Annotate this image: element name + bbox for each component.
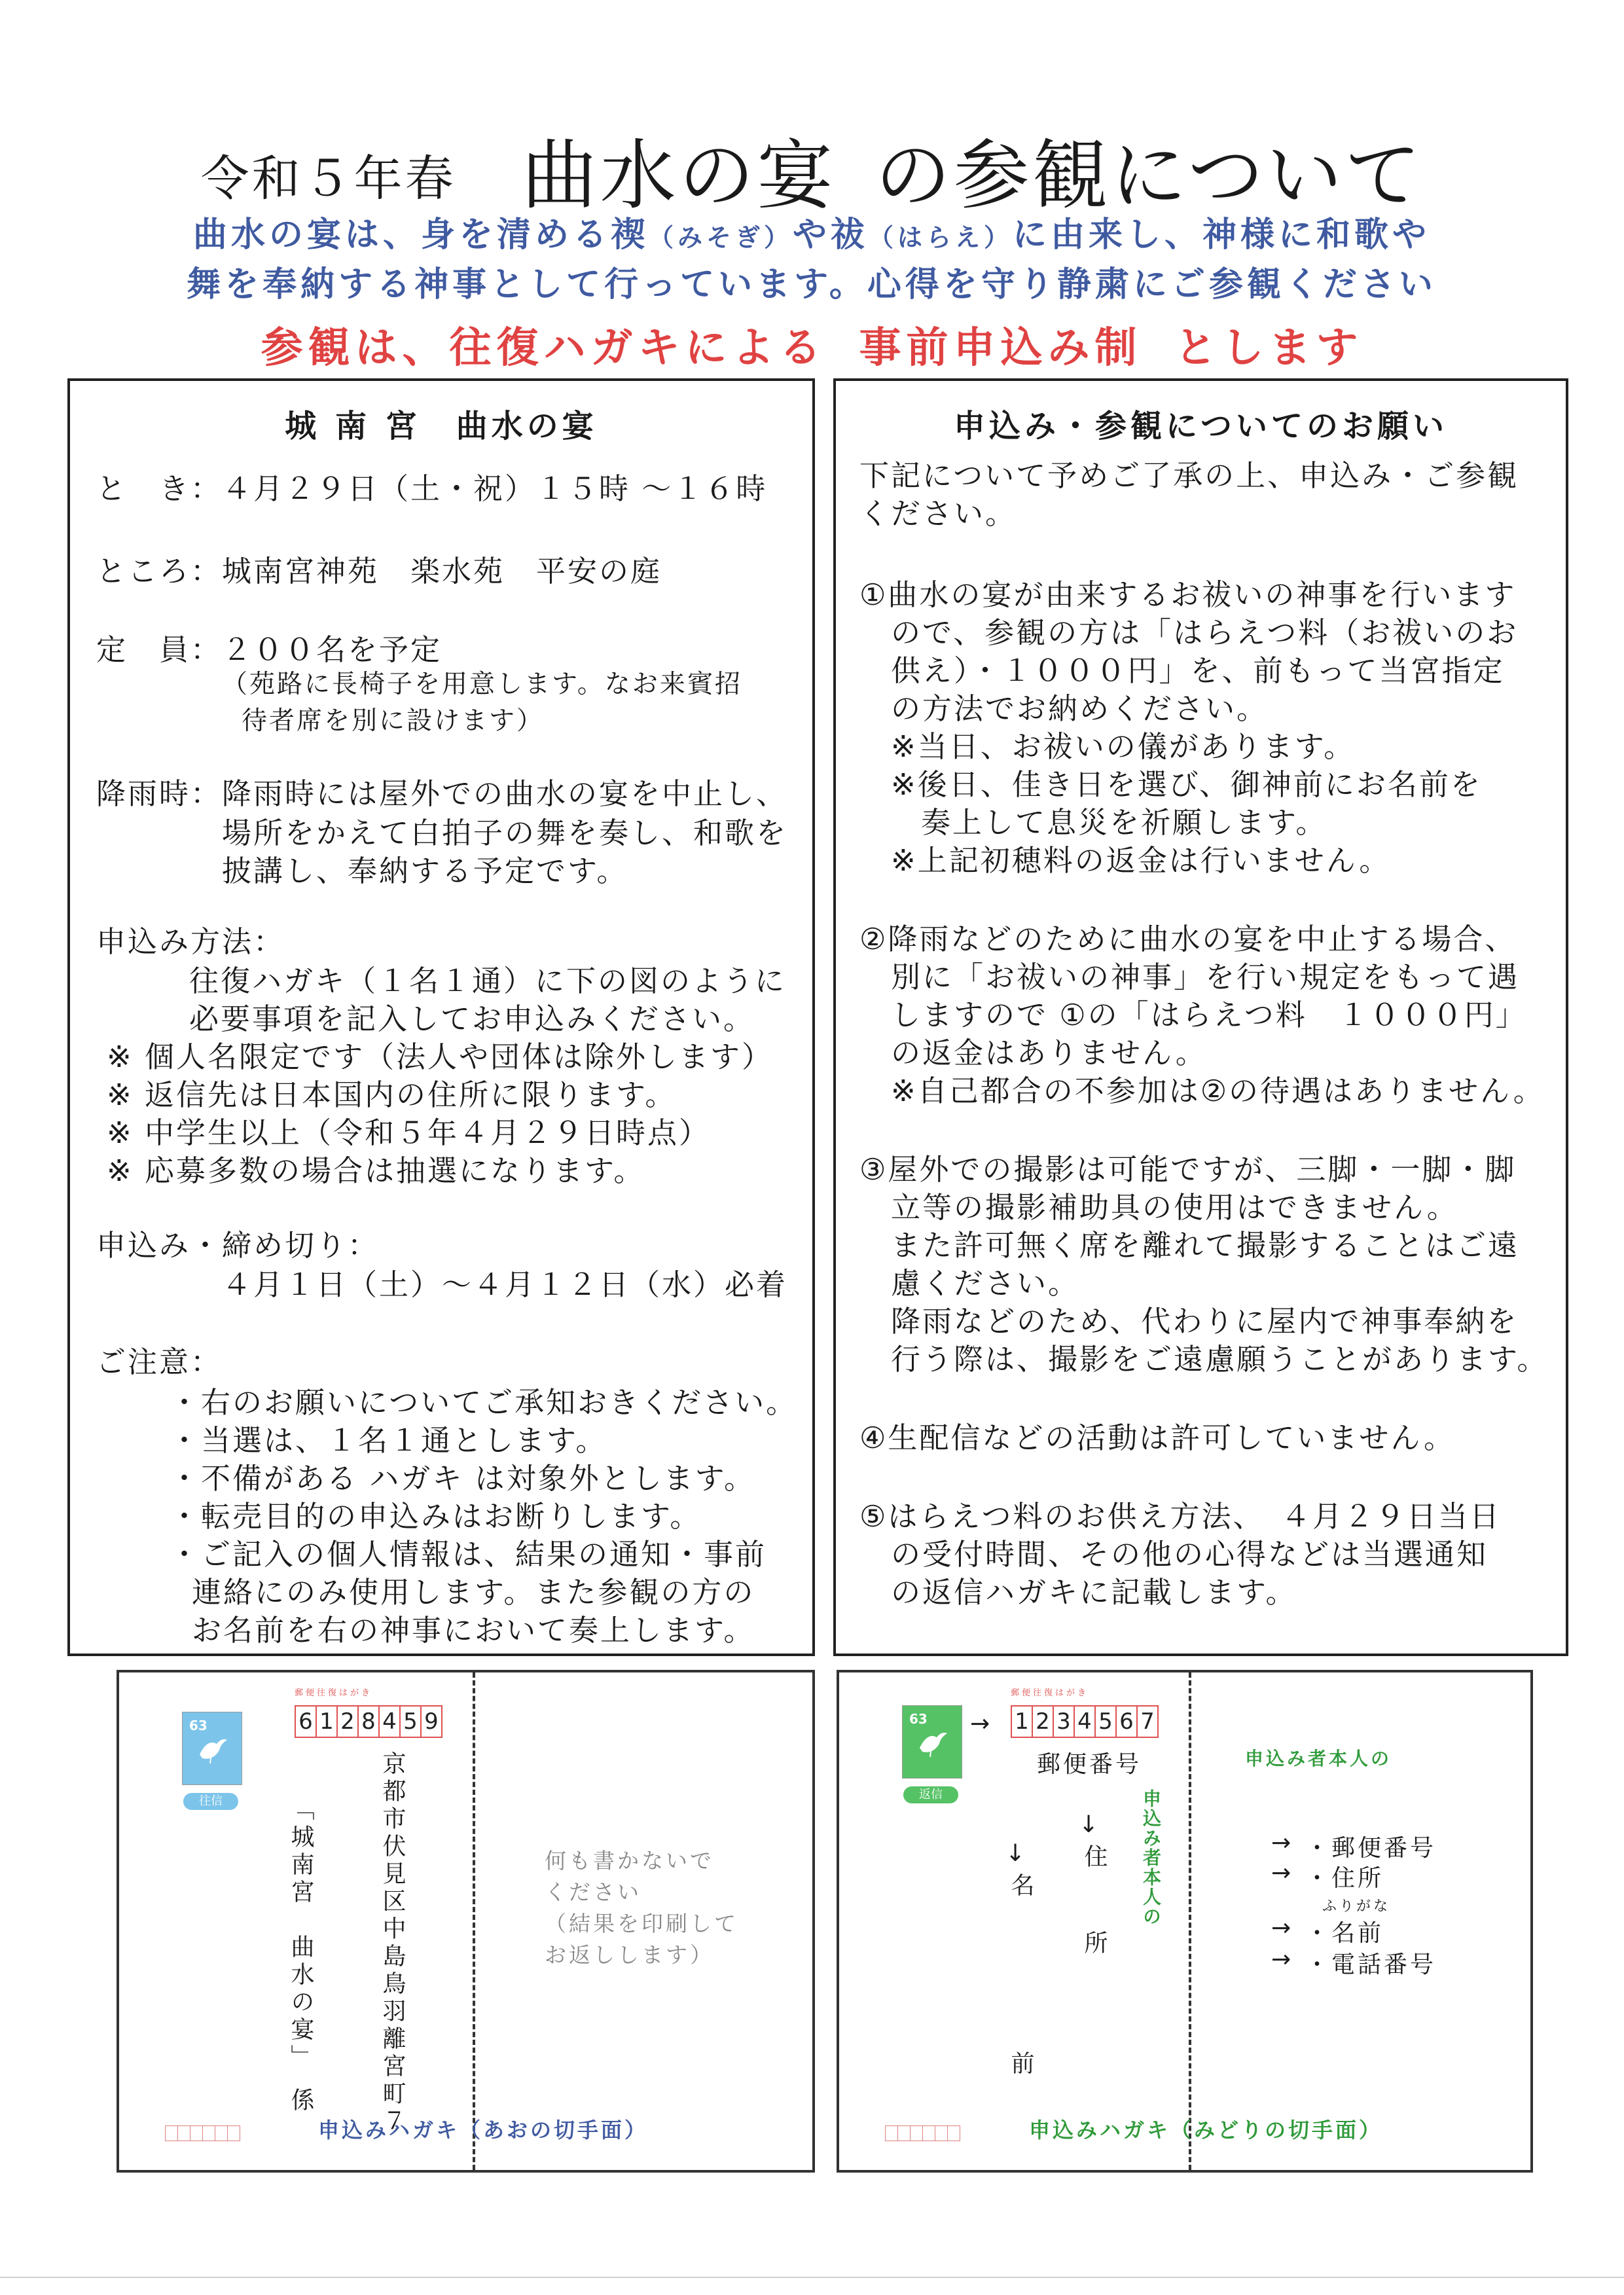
request-1: ①曲水の宴が由来するお祓いの神事を行います [859,577,1517,612]
method-note: ※ 中学生以上（令和５年４月２９日時点） [107,1115,711,1150]
stamp-blue [182,1712,242,1785]
method-text: 往復ハガキ（１名１通）に下の図のように [189,964,787,998]
card-fold-line [1189,1672,1191,2170]
caution-item: ・転売目的の申込みはお断りします。 [170,1499,702,1534]
zip-digit: 1 [1011,1705,1033,1738]
event-info-box [67,378,815,1656]
page-bottom-rule [0,2277,1624,2278]
request-3: ③屋外での撮影は可能ですが、三脚・一脚・脚 [859,1152,1517,1187]
request-2-note: ※自己都合の不参加は②の待遇はありません。 [891,1074,1545,1108]
applicant-heading: 申込み者本人の [1245,1748,1392,1769]
request-2: ②降雨などのために曲水の宴を中止する場合、 [859,922,1517,956]
request-2: の返金はありません。 [891,1036,1207,1070]
arrow-right-icon: → [1271,1830,1294,1856]
method-note: ※ 返信先は日本国内の住所に限ります。 [107,1077,677,1112]
zip-digit: 2 [336,1705,359,1738]
request-4: ④生配信などの活動は許可していません。 [859,1420,1456,1455]
title-main: 曲水の宴 [521,132,836,220]
crane-icon [917,1728,948,1758]
stamp-green [902,1705,962,1779]
intro-text: に由来し、神様に和歌や [1013,215,1431,255]
request-1-note: ※後日、佳き日を選び、御神前にお名前を [891,767,1482,802]
caution-item: ・右のお願いについてご承知おきください。 [170,1385,798,1420]
zip-digit: 2 [1032,1705,1054,1738]
requests-lead: ください。 [859,496,1017,531]
zip-digit: 3 [1053,1705,1075,1738]
zip-digit: 4 [1074,1705,1096,1738]
deadline-text: ４月１日（土）～４月１２日（水）必着 [222,1267,788,1302]
request-5: ⑤はらえつ料のお供え方法、 ４月２９日当日 [859,1499,1501,1534]
reply-tag: 返信 [903,1786,958,1803]
postal-code-marks [885,2125,960,2141]
item-phone: ・電話番号 [1305,1951,1437,1978]
rain-text: 披講し、奉納する予定です。 [222,854,628,888]
blank-note: お返しします） [545,1942,714,1968]
zip-digit: 6 [1115,1705,1138,1738]
recipient-text: 「城南宮 曲水の宴」 係 [287,1797,314,2115]
notice-line [0,314,1624,374]
title-rest: の参観について [875,132,1424,220]
zip-digit: 1 [316,1705,338,1738]
arrow-down-icon: ↓ [1079,1811,1102,1838]
zip-digit: 9 [420,1705,442,1738]
card-caption-green: 申込みハガキ（みどりの切手面） [1029,2118,1383,2142]
method-note: ※ 応募多数の場合は抽選になります。 [107,1153,645,1188]
zip-label: 郵便番号 [1037,1751,1142,1778]
arrow-right-icon: → [1271,1915,1294,1942]
event-time: と き：４月２９日（土・祝）１５時 ～１６時 [96,471,768,506]
request-1-note: ※当日、お祓いの儀があります。 [891,729,1356,764]
deadline-heading: 申込み・締め切り： [96,1228,380,1263]
zip-digit: 7 [1136,1705,1159,1738]
title-prefix: 令和５年春 [200,151,456,207]
capacity-note: 待者席を別に設けます） [242,706,545,736]
request-3: また許可無く席を離れて撮影することはご遠 [891,1228,1520,1263]
intro-reading: （はらえ） [869,223,1013,252]
intro-text: や祓 [792,215,869,255]
rain-text: 場所をかえて白拍子の舞を奏し、和歌を [222,816,788,850]
blank-note: （結果を印刷して [545,1911,738,1936]
request-5: の受付時間、その他の心得などは当選通知 [891,1537,1489,1572]
item-name: ・名前 [1305,1920,1384,1947]
item-zip: ・郵便番号 [1305,1835,1437,1862]
method-heading: 申込み方法： [96,924,285,959]
event-place: ところ：城南宮神苑 楽水苑 平安の庭 [96,554,662,588]
request-3: 行う際は、撮影をご遠慮願うことがあります。 [891,1342,1549,1377]
caution-item: ・当選は、１名１通とします。 [170,1423,607,1458]
caution-heading: ご注意： [96,1345,223,1379]
request-2: 別に「お祓いの神事」を行い規定をもって遇 [891,960,1520,994]
intro-line-1 [79,207,1545,256]
intro-text: 曲水の宴は、身を清める禊 [192,215,649,255]
item-address: ・住所 [1305,1865,1384,1892]
intro-line-2: 舞を奉納する神事として行っています。心得を守り静粛にご参観ください [187,265,1437,304]
intro-reading: （みそぎ） [648,223,793,252]
notice-text: 参観は、往復ハガキによる [261,324,827,372]
request-3: 立等の撮影補助具の使用はできません。 [891,1190,1458,1225]
request-3: 降雨などのため、代わりに屋内で神事奉納を [891,1304,1519,1339]
blank-note: ください [545,1879,641,1905]
zip-heading: 郵便往復はがき [1011,1688,1089,1698]
capacity-note: （苑路に長椅子を用意します。なお来賓招 [222,670,742,699]
event-info-title: 城 南 宮 曲水の宴 [285,408,598,444]
rain-text: 降雨時：降雨時には屋外での曲水の宴を中止し、 [96,776,788,811]
requests-box [833,378,1568,1656]
caution-item: 連絡にのみ使用します。また参観の方の [192,1575,755,1610]
zip-digit: 8 [357,1705,380,1738]
notice-text: とします [1174,324,1363,372]
arrow-right-icon: → [1271,1860,1294,1887]
caution-item: お名前を右の神事において奏上します。 [192,1613,755,1648]
request-5: の返信ハガキに記載します。 [891,1575,1297,1610]
request-1: ので、参観の方は「はらえつ料（お祓いのお [891,615,1519,650]
crane-icon [197,1735,228,1765]
zip-heading: 郵便往復はがき [295,1688,373,1698]
card-fold-line [473,1672,475,2170]
arrow-down-icon: ↓ [1005,1840,1028,1867]
address-text: 京都市伏見区中島鳥羽離宮町７ [379,1751,406,2136]
postal-code-marks [165,2125,240,2141]
zip-code-boxes [295,1705,441,1738]
request-1-note: 奏上して息災を祈願します。 [921,805,1327,840]
outgoing-tag: 往信 [183,1793,238,1810]
zip-digit: 5 [1094,1705,1117,1738]
zip-code-boxes [1011,1705,1157,1738]
postcard-outgoing [117,1670,815,2173]
caution-item: ・不備がある ハガキ は対象外とします。 [170,1461,756,1496]
caution-item: ・ご記入の個人情報は、結果の通知・事前 [170,1537,767,1572]
name-label: 名 前 [1007,1873,1034,2140]
blank-note: 何も書かないで [545,1848,714,1873]
zip-digit: 4 [378,1705,401,1738]
postcard-reply [837,1670,1533,2173]
furigana-note: ふりがな [1322,1898,1391,1915]
applicant-vertical-label: 申込み者本人の [1140,1789,1162,1926]
request-1-note: ※上記初穂料の返金は行いません。 [891,843,1391,878]
request-1: 供え）・１０００円」を、前もって当宮指定 [891,653,1505,688]
stamp-value: 63 [909,1711,928,1727]
method-note: ※ 個人名限定です（法人や団体は除外します） [107,1039,774,1074]
requests-lead: 下記について予めご了承の上、申込み・ご参観 [859,458,1519,493]
request-3: 慮ください。 [891,1266,1080,1301]
method-text: 必要事項を記入してお申込みください。 [189,1002,755,1036]
event-capacity: 定 員：２００名を予定 [96,632,442,667]
request-1: の方法でお納めください。 [891,691,1269,726]
zip-digit: 5 [399,1705,422,1738]
stamp-value: 63 [189,1718,208,1733]
address-label: 住 所 [1081,1844,1108,1974]
arrow-right-icon: → [1271,1946,1294,1973]
card-caption-blue: 申込みハガキ（あおの切手面） [318,2118,649,2142]
requests-title: 申込み・参観についてのお願い [953,408,1449,444]
request-2: しますので ①の「はらえつ料 １０００円」 [891,998,1527,1032]
zip-digit: 6 [295,1705,317,1738]
arrow-right-icon: → [970,1710,993,1737]
notice-emphasis: 事前申込み制 [859,324,1142,372]
